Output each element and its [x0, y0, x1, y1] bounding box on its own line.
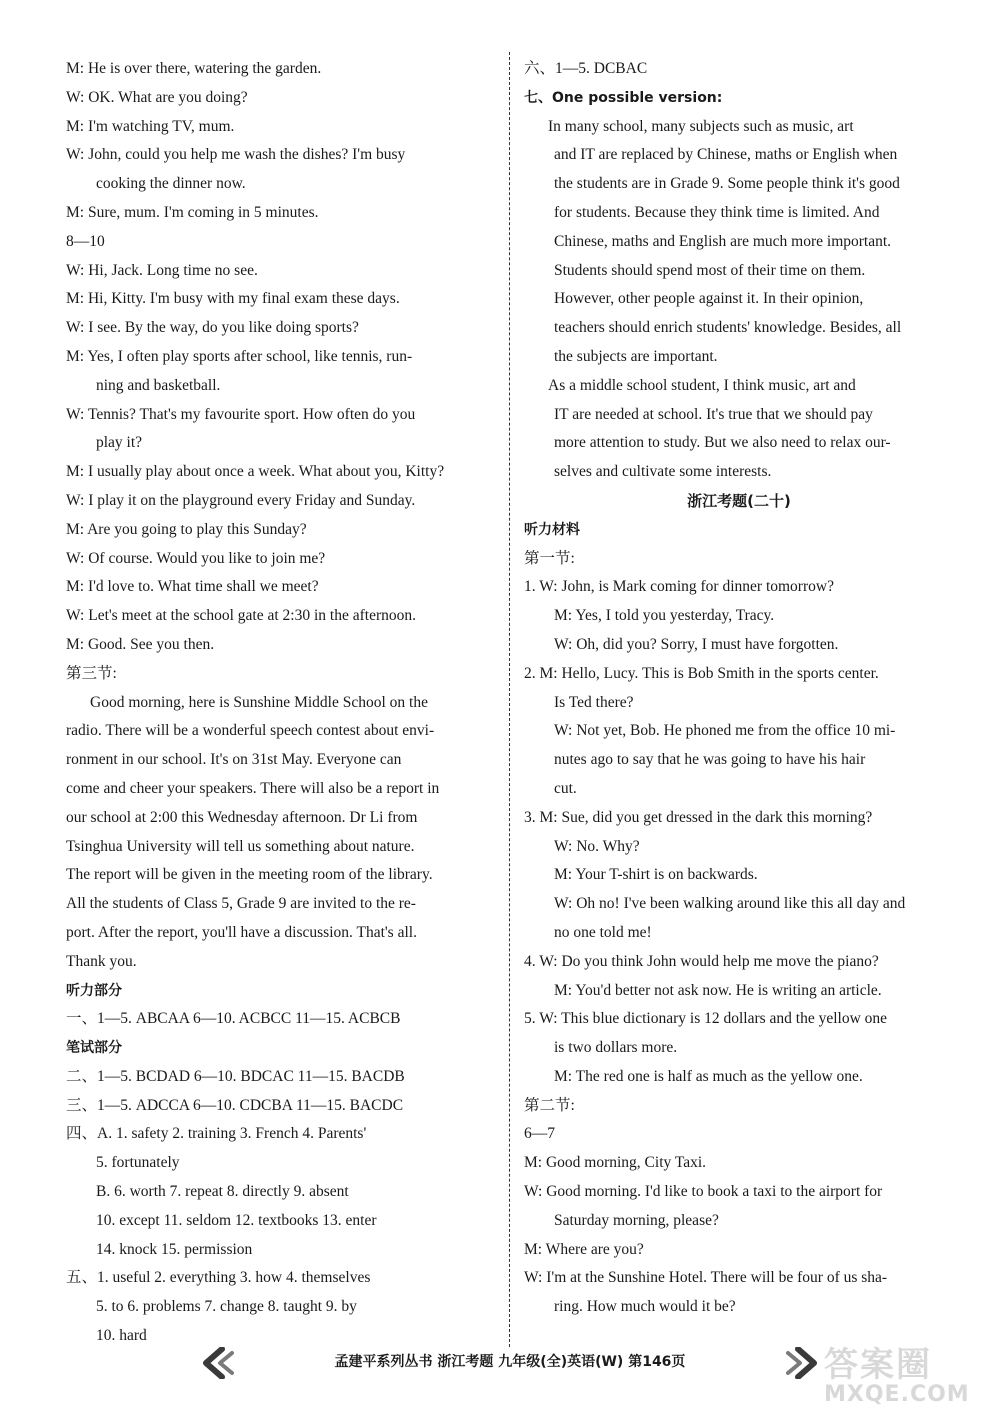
text-line: more attention to study. But we also need to relax our-	[554, 434, 891, 452]
column-divider	[509, 52, 510, 1347]
text-line: Saturday morning, please?	[554, 1211, 719, 1229]
text-line: 第二节:	[524, 1096, 575, 1114]
right-column	[524, 55, 954, 1322]
text-line: 第一节:	[524, 549, 575, 567]
text-line: 六、1—5. DCBAC	[524, 60, 648, 77]
text-line: 10. except 11. seldom 12. textbooks 13. enter	[96, 1211, 377, 1229]
left-column	[66, 55, 496, 1351]
section-heading: 笔试部分	[66, 1040, 122, 1057]
text-line: 5. to 6. problems 7. change 8. taught 9. by	[96, 1298, 357, 1316]
text-line: W: I play it on the playground every Friday and Sunday.	[66, 491, 416, 509]
text-line: 6—7	[524, 1125, 555, 1143]
text-line: M: I usually play about once a week. What about you, Kitty?	[66, 463, 445, 481]
footer-text: 孟建平系列丛书 浙江考题 九年级(全)英语(W) 第146页	[334, 1354, 686, 1370]
section-heading: 听力材料	[524, 521, 580, 538]
text-line: ning and basketball.	[96, 376, 221, 394]
text-line: and IT are replaced by Chinese, maths or English when	[554, 146, 898, 164]
text-line: 一、1—5. ABCAA 6—10. ACBCC 11—15. ACBCB	[66, 1010, 401, 1028]
text-line: M: Are you going to play this Sunday?	[66, 520, 307, 538]
text-line: ronment in our school. It's on 31st May. Everyone can	[66, 751, 402, 769]
text-line: 5. W: This blue dictionary is 12 dollars and the yellow one	[524, 1010, 888, 1028]
text-line: M: Sure, mum. I'm coming in 5 minutes.	[66, 203, 319, 221]
text-line: for students. Because they think time is limited. And	[554, 203, 880, 221]
text-line: W: No. Why?	[554, 837, 640, 855]
text-line: 四、A. 1. safety 2. training 3. French 4. Parents'	[66, 1125, 367, 1143]
text-line: ring. How much would it be?	[554, 1298, 736, 1316]
text-line: cut.	[554, 779, 577, 797]
text-line: 14. knock 15. permission	[96, 1240, 253, 1258]
text-line: our school at 2:00 this Wednesday afternoon. Dr Li from	[66, 808, 418, 826]
text-line: Thank you.	[66, 952, 137, 970]
text-line: M: He is over there, watering the garden.	[66, 60, 322, 77]
text-line: Is Ted there?	[554, 693, 634, 711]
text-line: play it?	[96, 434, 143, 452]
text-line: M: Yes, I often play sports after school, like tennis, run-	[66, 347, 413, 365]
watermark-logo	[824, 1337, 994, 1405]
text-line: W: Oh no! I've been walking around like this all day and	[554, 895, 906, 913]
text-line: IT are needed at school. It's true that we should pay	[554, 405, 873, 423]
text-line: M: I'd love to. What time shall we meet?	[66, 578, 319, 596]
text-line: W: Not yet, Bob. He phoned me from the office 10 mi-	[554, 722, 896, 740]
text-line: As a middle school student, I think music, art and	[548, 376, 856, 394]
text-line: M: Good. See you then.	[66, 635, 215, 653]
text-line: cooking the dinner now.	[96, 175, 246, 193]
text-line: the students are in Grade 9. Some people think it's good	[554, 175, 900, 193]
text-line: no one told me!	[554, 923, 652, 941]
text-line: Students should spend most of their time on them.	[554, 261, 866, 279]
text-line: M: I'm watching TV, mum.	[66, 117, 235, 135]
text-line: Good morning, here is Sunshine Middle School on the	[90, 693, 428, 711]
text-line: port. After the report, you'll have a discussion. That's all.	[66, 923, 417, 941]
text-line: W: OK. What are you doing?	[66, 88, 248, 106]
text-line: All the students of Class 5, Grade 9 are invited to the re-	[66, 895, 416, 913]
text-line: 3. M: Sue, did you get dressed in the dark this morning?	[524, 808, 873, 826]
text-line: W: Good morning. I'd like to book a taxi to the airport for	[524, 1183, 883, 1201]
text-line: 二、1—5. BCDAD 6—10. BDCAC 11—15. BACDB	[66, 1067, 405, 1085]
text-line: W: I'm at the Sunshine Hotel. There will be four of us sha-	[524, 1269, 888, 1287]
text-line: is two dollars more.	[554, 1039, 678, 1057]
text-line: 8—10	[66, 232, 105, 250]
chevron-left-icon	[200, 1347, 236, 1379]
chevron-right-icon	[784, 1347, 820, 1379]
text-line: W: Tennis? That's my favourite sport. How often do you	[66, 405, 416, 423]
text-line: 三、1—5. ADCCA 6—10. CDCBA 11—15. BACDC	[66, 1096, 404, 1114]
text-line: 第三节:	[66, 664, 117, 682]
text-line: selves and cultivate some interests.	[554, 463, 772, 481]
text-line: W: Hi, Jack. Long time no see.	[66, 261, 258, 279]
text-line: 五、1. useful 2. everything 3. how 4. themselves	[66, 1269, 371, 1287]
watermark-top: 答案圈	[824, 1345, 932, 1385]
text-line: 5. fortunately	[96, 1154, 180, 1172]
watermark-bottom: MXQE.COM	[824, 1382, 970, 1407]
text-line: M: Hi, Kitty. I'm busy with my final exam these days.	[66, 290, 400, 308]
text-line: The report will be given in the meeting room of the library.	[66, 866, 433, 884]
section-heading: 听力部分	[66, 982, 122, 999]
text-line: 10. hard	[96, 1327, 147, 1345]
section-heading: 七、One possible version:	[524, 89, 723, 106]
section-title: 浙江考题(二十)	[687, 491, 791, 510]
text-line: 1. W: John, is Mark coming for dinner tomorrow?	[524, 578, 834, 596]
text-line: teachers should enrich students' knowledge. Besides, all	[554, 319, 902, 337]
text-line: W: John, could you help me wash the dishes? I'm busy	[66, 146, 406, 164]
text-line: However, other people against it. In their opinion,	[554, 290, 864, 308]
text-line: M: Where are you?	[524, 1240, 644, 1258]
text-line: B. 6. worth 7. repeat 8. directly 9. absent	[96, 1183, 349, 1201]
text-line: M: The red one is half as much as the yellow one.	[554, 1067, 863, 1085]
text-line: M: Your T-shirt is on backwards.	[554, 866, 758, 884]
text-line: M: Yes, I told you yesterday, Tracy.	[554, 607, 775, 625]
text-line: W: Oh, did you? Sorry, I must have forgotten.	[554, 635, 839, 653]
text-line: Chinese, maths and English are much more important.	[554, 232, 892, 250]
text-line: come and cheer your speakers. There will also be a report in	[66, 779, 440, 797]
text-line: the subjects are important.	[554, 347, 718, 365]
page-footer	[200, 1343, 820, 1383]
text-line: 4. W: Do you think John would help me move the piano?	[524, 952, 879, 970]
text-line: W: Let's meet at the school gate at 2:30 in the afternoon.	[66, 607, 416, 625]
text-line: nutes ago to say that he was going to have his hair	[554, 751, 866, 769]
text-line: In many school, many subjects such as music, art	[548, 117, 854, 135]
text-line: Tsinghua University will tell us something about nature.	[66, 837, 415, 855]
text-line: M: Good morning, City Taxi.	[524, 1154, 707, 1172]
text-line: W: I see. By the way, do you like doing sports?	[66, 319, 359, 337]
text-line: radio. There will be a wonderful speech contest about envi-	[66, 722, 435, 740]
text-line: 2. M: Hello, Lucy. This is Bob Smith in the sports center.	[524, 664, 879, 682]
text-line: M: You'd better not ask now. He is writing an article.	[554, 981, 882, 999]
text-line: W: Of course. Would you like to join me?	[66, 549, 326, 567]
